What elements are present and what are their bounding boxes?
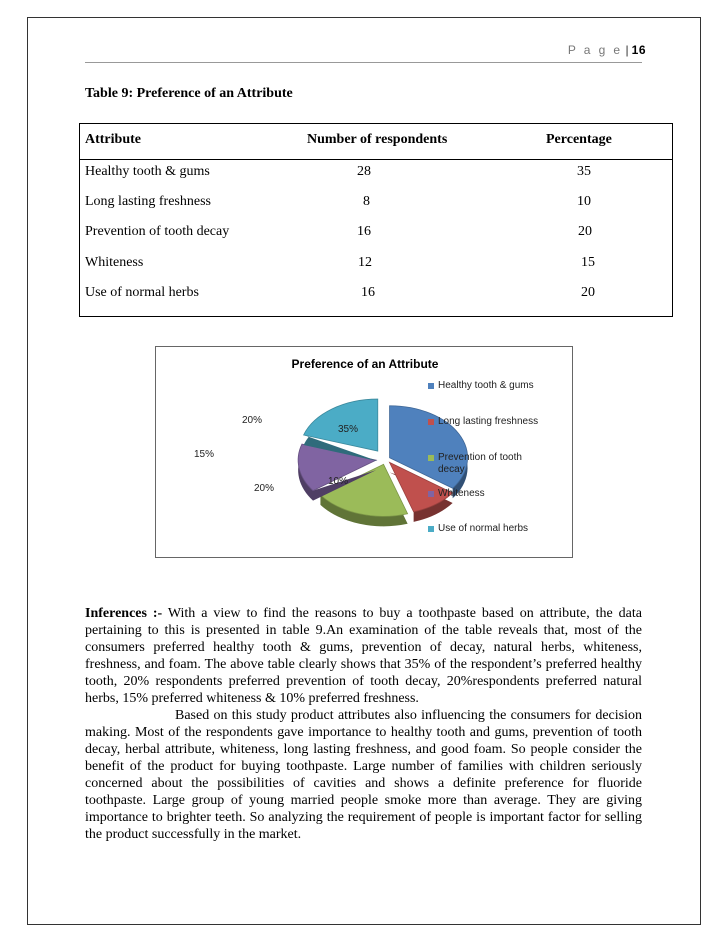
label-tooth-decay: 20%	[254, 483, 275, 494]
attribute-table	[79, 123, 673, 317]
header-respondents: Number of respondents	[307, 132, 448, 147]
row-3-percentage: 20	[578, 224, 592, 239]
legend-label: Use of normal herbs	[438, 523, 529, 534]
page-label: P a g e	[567, 43, 623, 57]
page-number: 16	[631, 43, 646, 57]
page-header	[568, 43, 646, 57]
row-3-attribute: Prevention of tooth decay	[85, 224, 230, 239]
row-1-percentage: 35	[577, 164, 591, 179]
row-3-respondents: 16	[357, 224, 371, 239]
inferences-paragraph-1	[85, 605, 642, 707]
legend-label: Prevention of tooth decay	[438, 452, 522, 475]
pie-chart	[155, 346, 573, 558]
row-1-respondents: 28	[357, 164, 371, 179]
chart-title: Preference of an Attribute	[291, 357, 439, 371]
label-freshness: 10%	[328, 476, 349, 487]
inferences-paragraph-2: Based on this study product attributes also influencing the consumers for decision making. Most of the respondents gave importance to healthy tooth and gums, prevention of tooth decay, herbal attribute, whiteness, long lasting freshness, and good foam. So people consider the benefit of the product for buying toothpaste. Large number of families with children seriously concerned about the possibilities of cavities and shows a definite preference for fluoride toothpaste. Large group of young married people smoke more than average. They are giving importance to brighter teeth. So analyzing the requirement of people is important factor for selling the product successfully in the market.	[85, 708, 642, 842]
legend-swatch	[428, 491, 434, 497]
row-1-attribute: Healthy tooth & gums	[85, 164, 210, 179]
label-healthy-tooth: 35%	[338, 424, 359, 435]
row-5-respondents: 16	[361, 285, 375, 300]
row-5-attribute: Use of normal herbs	[85, 285, 199, 300]
legend-label: Healthy tooth & gums	[438, 380, 534, 391]
legend-label: Whiteness	[438, 488, 485, 499]
header-attribute: Attribute	[85, 132, 141, 147]
header-rule	[85, 62, 642, 63]
row-4-attribute: Whiteness	[85, 255, 144, 270]
page-separator: |	[625, 43, 629, 57]
row-5-percentage: 20	[581, 285, 595, 300]
legend-swatch	[428, 383, 434, 389]
row-2-percentage: 10	[577, 194, 591, 209]
inferences-heading: Inferences :-	[85, 606, 163, 621]
inferences-text-1: With a view to find the reasons to buy a toothpaste based on attribute, the data pertaining to this is presented in table 9.An examination of the table reveals that, most of the consumers preferred healthy tooth & gums, prevention of decay, natural herbs, whiteness, freshness, and foam. The above table clearly shows that 35% of the respondent’s preferred healthy tooth, 20% respondents preferred prevention of tooth decay, 20%respondents preferred natural herbs, 15% preferred whiteness & 10% preferred freshness.	[85, 606, 642, 706]
row-4-respondents: 12	[358, 255, 372, 270]
header-separator	[80, 159, 672, 160]
legend-swatch	[428, 526, 434, 532]
label-herbs: 20%	[242, 415, 263, 426]
inferences-section	[85, 605, 642, 843]
legend-swatch	[428, 455, 434, 461]
label-whiteness: 15%	[194, 449, 215, 460]
row-4-percentage: 15	[581, 255, 595, 270]
legend-swatch	[428, 419, 434, 425]
table-title: Table 9: Preference of an Attribute	[85, 86, 293, 101]
row-2-attribute: Long lasting freshness	[85, 194, 211, 209]
header-percentage: Percentage	[546, 132, 612, 147]
legend-label: Long lasting freshness	[438, 416, 539, 427]
row-2-respondents: 8	[363, 194, 370, 209]
